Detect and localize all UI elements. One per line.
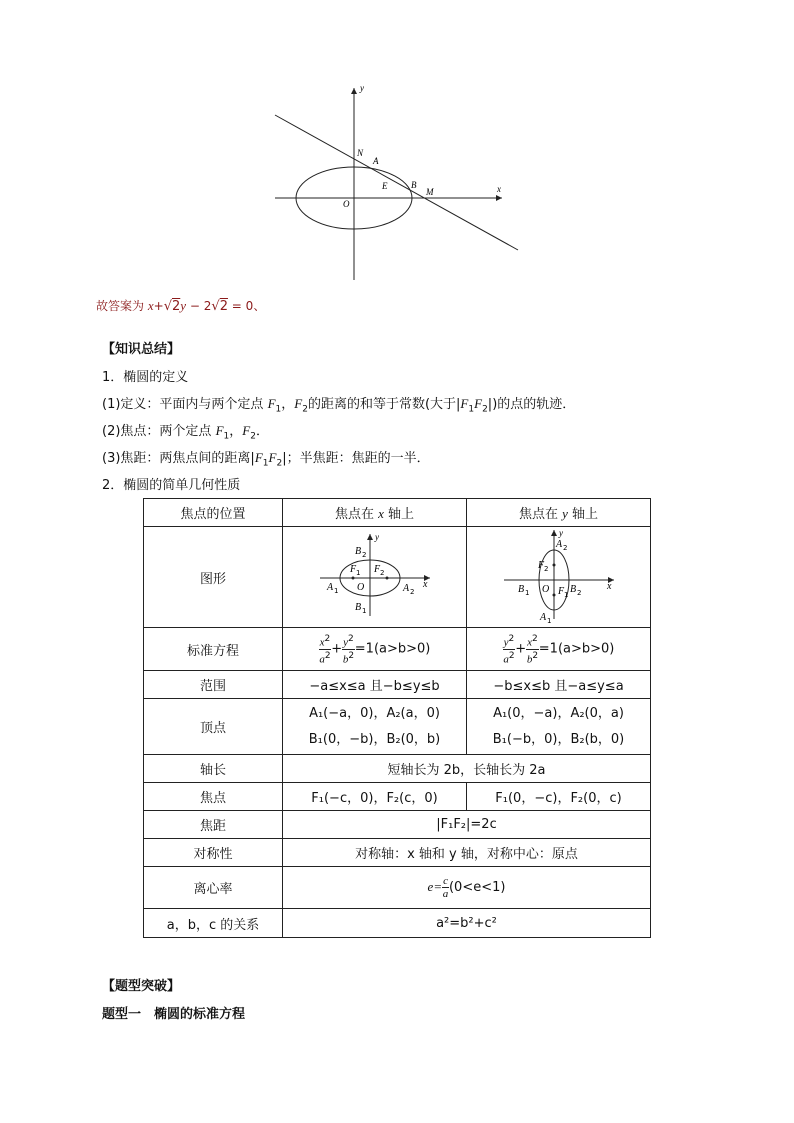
ecc-prefix: e= — [427, 879, 443, 894]
comma: ， — [281, 397, 295, 412]
symmetry: 对称轴：x 轴和 y 轴，对称中心：原点 — [283, 839, 651, 867]
row-label-vertex: 顶点 — [144, 699, 283, 755]
svg-text:2: 2 — [361, 551, 366, 559]
eccentricity — [283, 867, 651, 909]
vertex-y-b: B₁(−b，0)，B₂(b，0) — [492, 731, 625, 747]
table-row-focus — [144, 783, 651, 811]
f2-sub: 2 — [302, 404, 308, 415]
header-x-a: 焦点在 — [334, 507, 374, 522]
table-row-symmetry — [144, 839, 651, 867]
mini-x-x-label: x — [422, 579, 427, 590]
row-label-eccentricity: 离心率 — [144, 867, 283, 909]
row-label-range: 范围 — [144, 671, 283, 699]
f2-symbol-b: F — [474, 396, 483, 411]
equation-x-cond: =1(a>b>0) — [354, 641, 431, 657]
definition-line: (1)定义：平面内与两个定点 $F_1$，$F_2$的距离的和等于常数(大于$|F_1F_2|$)的点的轨迹． — [102, 396, 576, 415]
ellipse-x-figure — [310, 530, 440, 620]
table-row-range — [144, 671, 651, 699]
table-row-header — [144, 499, 651, 527]
focus-x: F₁(−c，0)，F₂(c，0) — [283, 783, 467, 811]
table-row-figure — [144, 527, 651, 628]
answer-var-y: y — [180, 298, 187, 313]
svg-text:1: 1 — [333, 587, 338, 595]
f1-symbol-d: F — [254, 450, 263, 465]
svg-text:1: 1 — [563, 591, 568, 599]
row-label-symmetry: 对称性 — [144, 839, 283, 867]
answer-prefix: 故答案为 — [96, 299, 145, 313]
f1-symbol: F — [267, 396, 276, 411]
table-row-eccentricity — [144, 867, 651, 909]
answer-minus-two: − 2 — [189, 299, 212, 313]
x-axis-arrow — [496, 195, 502, 201]
svg-text:1: 1 — [546, 617, 551, 623]
type-one-heading: 题型一 椭圆的标准方程 — [102, 1007, 246, 1022]
mini-x-b1: B — [354, 602, 361, 613]
range-y: −b≤x≤b 且−a≤y≤a — [467, 671, 651, 699]
knowledge-item-2: 2．椭圆的简单几何性质 — [102, 478, 241, 493]
focal-suffix: ；半焦距：焦距的一半． — [286, 451, 430, 466]
ecc-suffix: (0<e<1) — [448, 880, 506, 895]
label-a: A — [373, 156, 379, 166]
mini-y-y-label: y — [558, 528, 563, 538]
label-b: B — [411, 180, 417, 190]
f1-sub-c: 1 — [223, 431, 230, 442]
focal-distance: |F₁F₂|=2c — [283, 811, 651, 839]
focus-y: F₁(0，−c)，F₂(0，c) — [467, 783, 651, 811]
f2-sub-d: 2 — [276, 458, 283, 469]
focal-line: (3)焦距：两焦点间的距离$|F_1F_2|$；半焦距：焦距的一半． — [102, 450, 430, 469]
header-y-b: 轴上 — [572, 507, 599, 522]
svg-text:1: 1 — [524, 589, 529, 597]
svg-text:2: 2 — [379, 569, 384, 577]
header-y-var: y — [562, 506, 568, 521]
svg-text:2: 2 — [562, 544, 567, 552]
answer-sqrt-arg-2: 2 — [219, 299, 228, 314]
table-row-relation — [144, 909, 651, 938]
answer-equals: = 0 — [231, 299, 254, 313]
f1-symbol-c: F — [215, 423, 224, 438]
mini-x-f1: F — [349, 564, 356, 575]
f2-sub-c: 2 — [250, 431, 256, 442]
vertex-y — [467, 699, 651, 755]
vertex-x-b: B₁(0，−b)，B₂(0，b) — [308, 731, 441, 747]
f1-sub-b: 1 — [468, 404, 475, 415]
ecc-num: c — [443, 875, 448, 887]
label-o: O — [343, 199, 350, 209]
row-label-figure: 图形 — [144, 527, 283, 628]
focal-prefix: (3)焦距：两焦点间的距离 — [102, 451, 251, 466]
figure-x-cell — [283, 527, 467, 628]
knowledge-title: 【知识总结】 — [102, 342, 181, 357]
table-row-vertex — [144, 699, 651, 755]
label-e: E — [382, 181, 388, 191]
breakthrough-title: 【题型突破】 — [102, 979, 181, 994]
mini-x-a1: A — [326, 582, 333, 593]
knowledge-item-1: 1．椭圆的定义 — [102, 370, 189, 385]
range-x: −a≤x≤a 且−b≤y≤b — [283, 671, 467, 699]
mini-y-x-label: x — [606, 581, 611, 592]
header-position: 焦点的位置 — [144, 499, 283, 527]
definition-prefix: (1)定义：平面内与两个定点 — [102, 397, 264, 412]
mini-y-o: O — [541, 584, 549, 595]
mini-x-y-label: y — [374, 532, 379, 542]
definition-suffix: )的点的轨迹． — [492, 397, 576, 412]
ellipse-tangent-figure — [270, 82, 530, 282]
foci-prefix: (2)焦点：两个定点 — [102, 424, 212, 439]
svg-text:2: 2 — [409, 588, 414, 596]
y-axis-arrow — [351, 88, 357, 94]
label-n: N — [357, 148, 364, 158]
svg-text:2: 2 — [576, 589, 581, 597]
mini-y-f2: F — [537, 560, 544, 571]
foci-line — [102, 420, 269, 442]
vertex-x — [283, 699, 467, 755]
answer-plus: + — [153, 299, 164, 313]
f2-symbol: F — [294, 396, 303, 411]
f1-symbol-b: F — [460, 396, 469, 411]
equation-x: $\frac{x^2}{a^2}$ + $\frac{y^2}{b^2}$ =1(a>b>0) — [283, 628, 467, 671]
f1-sub: 1 — [275, 404, 282, 415]
mini-y-a1: A — [539, 612, 546, 623]
answer-line: 故答案为 x+√2y − 2√2 = 0、 — [96, 298, 266, 314]
f2-symbol-d: F — [268, 450, 277, 465]
mini-y-b2: B — [569, 584, 576, 595]
equation-y-cond: =1(a>b>0) — [538, 641, 615, 657]
period-c: ． — [255, 424, 269, 439]
vertex-x-a: A₁(−a，0)，A₂(a，0) — [309, 705, 440, 721]
ellipse-properties-table — [143, 498, 651, 938]
mini-x-b2: B — [354, 546, 361, 557]
header-y-a: 焦点在 — [518, 507, 558, 522]
axis-length: 短轴长为 2b，长轴长为 2a — [283, 755, 651, 783]
f1-sub-d: 1 — [262, 458, 269, 469]
label-m: M — [426, 187, 434, 197]
f2-sub-b: 2 — [482, 404, 488, 415]
header-x-b: 轴上 — [388, 507, 415, 522]
header-y-axis — [467, 499, 651, 527]
label-y: y — [360, 83, 364, 93]
header-x-axis — [283, 499, 467, 527]
row-label-focus: 焦点 — [144, 783, 283, 811]
row-label-relation: a，b，c 的关系 — [144, 909, 283, 938]
table-row-equation — [144, 628, 651, 671]
mini-y-a2: A — [555, 539, 562, 550]
mini-x-o: O — [356, 582, 364, 593]
answer-suffix: 、 — [253, 299, 266, 313]
comma-c: ， — [229, 424, 243, 439]
relation: a²=b²+c² — [283, 909, 651, 938]
definition-middle: 的距离的和等于常数(大于 — [307, 397, 457, 412]
header-x-var: x — [378, 506, 384, 521]
row-label-focal-distance: 焦距 — [144, 811, 283, 839]
table-row-focal-distance — [144, 811, 651, 839]
mini-y-b1: B — [517, 584, 524, 595]
f2-symbol-c: F — [242, 423, 251, 438]
mini-y-f1: F — [557, 586, 564, 597]
equation-y: $\frac{y^2}{a^2}$ + $\frac{x^2}{b^2}$ =1(a>b>0) — [467, 628, 651, 671]
svg-text:1: 1 — [355, 569, 360, 577]
vertex-y-a: A₁(0，−a)，A₂(0，a) — [493, 705, 624, 721]
ecc-den: a — [442, 888, 449, 900]
row-label-equation: 标准方程 — [144, 628, 283, 671]
mini-x-a2: A — [402, 583, 409, 594]
ellipse-y-figure — [494, 527, 624, 623]
row-label-axis: 轴长 — [144, 755, 283, 783]
svg-text:2: 2 — [543, 565, 548, 573]
label-x: x — [497, 184, 501, 194]
figure-y-cell — [467, 527, 651, 628]
tangent-line — [275, 115, 518, 250]
svg-text:1: 1 — [361, 607, 366, 615]
table-row-axis — [144, 755, 651, 783]
answer-sqrt-arg: 2 — [171, 299, 181, 314]
answer-var-x: x — [147, 298, 154, 313]
mini-x-f2: F — [373, 564, 380, 575]
